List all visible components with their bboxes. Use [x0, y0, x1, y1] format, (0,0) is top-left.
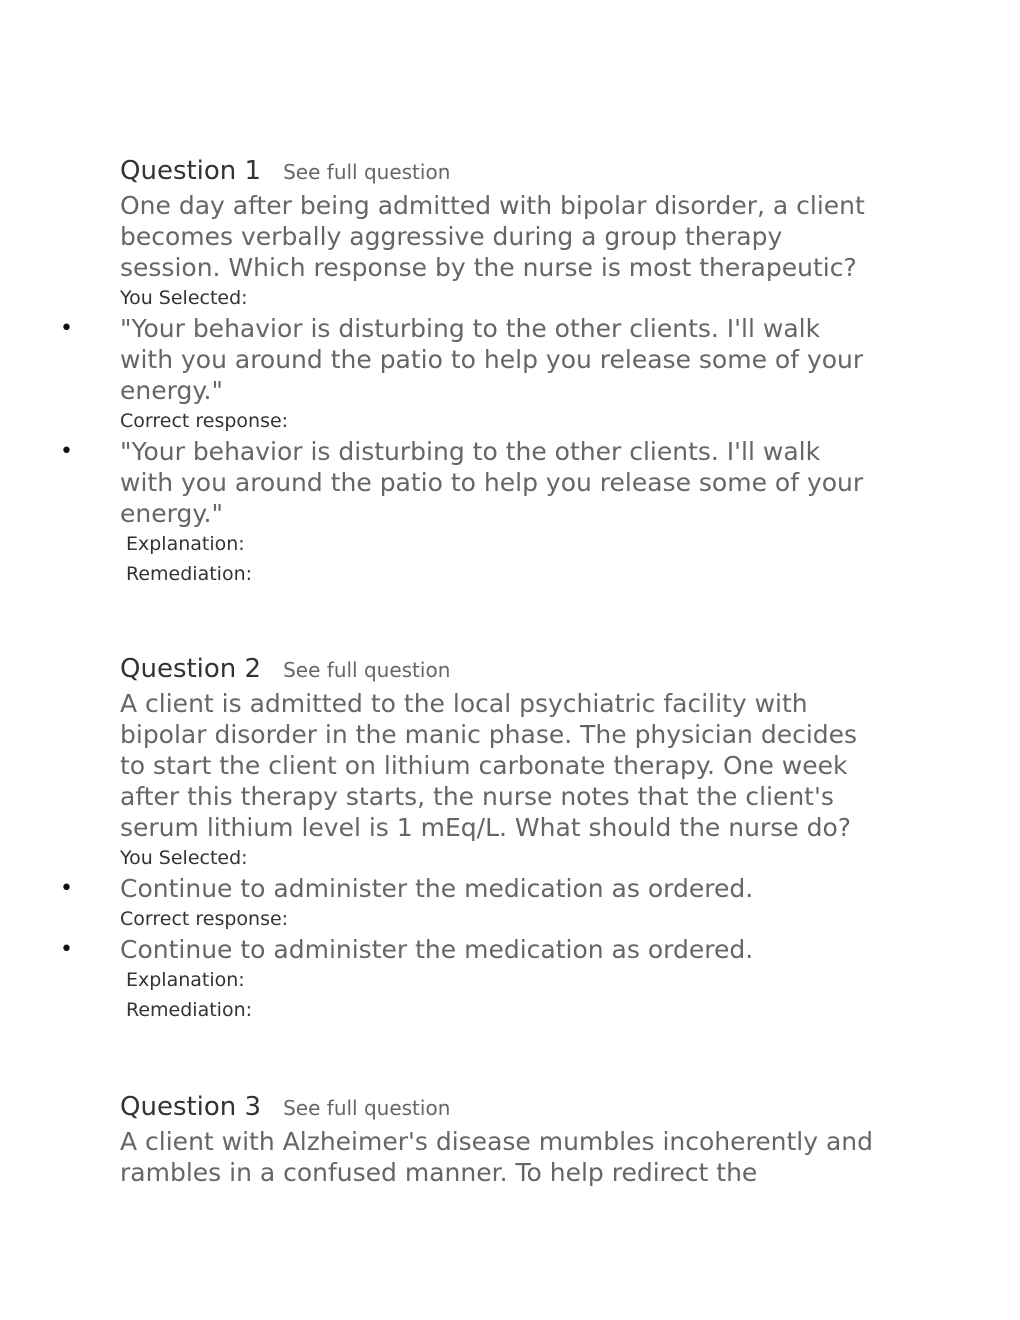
- correct-answer-text: Continue to administer the medication as ordered.: [120, 935, 754, 964]
- remediation-label: Remediation:: [126, 563, 253, 585]
- selected-answer: [60, 873, 880, 904]
- question-title: Question 3: [120, 1092, 262, 1122]
- question-text: One day after being admitted with bipolar disorder, a client becomes verbally aggressive during a group therapy session. Which response by the nurse is most therapeutic?: [120, 191, 865, 282]
- question-block-2: [60, 654, 880, 1025]
- see-full-question-link[interactable]: See full question: [283, 1096, 451, 1120]
- bullet-icon: •: [60, 439, 73, 464]
- correct-answer: [60, 934, 880, 965]
- bullet-icon: •: [60, 876, 73, 901]
- question-text: A client is admitted to the local psychiatric facility with bipolar disorder in the manic phase. The physician decides to start the client on lithium carbonate therapy. One week after this therapy starts, the nurse notes that the client's serum lithium level is 1 mEq/L. What should the nurse do?: [120, 689, 858, 842]
- you-selected-label: You Selected:: [120, 287, 248, 309]
- correct-response-label: Correct response:: [120, 908, 289, 930]
- question-text: A client with Alzheimer's disease mumbles incoherently and rambles in a confused manner. To help redirect the: [120, 1127, 873, 1187]
- question-header: [120, 654, 880, 688]
- question-title: Question 1: [120, 156, 262, 186]
- explanation-label: Explanation:: [126, 533, 245, 555]
- question-block-3: [120, 1092, 880, 1188]
- correct-response-label: Correct response:: [120, 410, 289, 432]
- bullet-icon: •: [60, 937, 73, 962]
- remediation-label: Remediation:: [126, 999, 253, 1021]
- question-block-1: [60, 156, 880, 589]
- selected-answer-text: Continue to administer the medication as ordered.: [120, 874, 754, 903]
- selected-answer-text: "Your behavior is disturbing to the other clients. I'll walk with you around the patio to help you release some of your energy.": [120, 314, 864, 405]
- see-full-question-link[interactable]: See full question: [283, 160, 451, 184]
- selected-answer: [60, 313, 880, 406]
- bullet-icon: •: [60, 316, 73, 341]
- question-header: [120, 156, 880, 190]
- question-title: Question 2: [120, 654, 262, 684]
- explanation-label: Explanation:: [126, 969, 245, 991]
- correct-answer: [60, 436, 880, 529]
- correct-answer-text: "Your behavior is disturbing to the other clients. I'll walk with you around the patio to help you release some of your energy.": [120, 437, 864, 528]
- question-header: [120, 1092, 880, 1126]
- see-full-question-link[interactable]: See full question: [283, 658, 451, 682]
- you-selected-label: You Selected:: [120, 847, 248, 869]
